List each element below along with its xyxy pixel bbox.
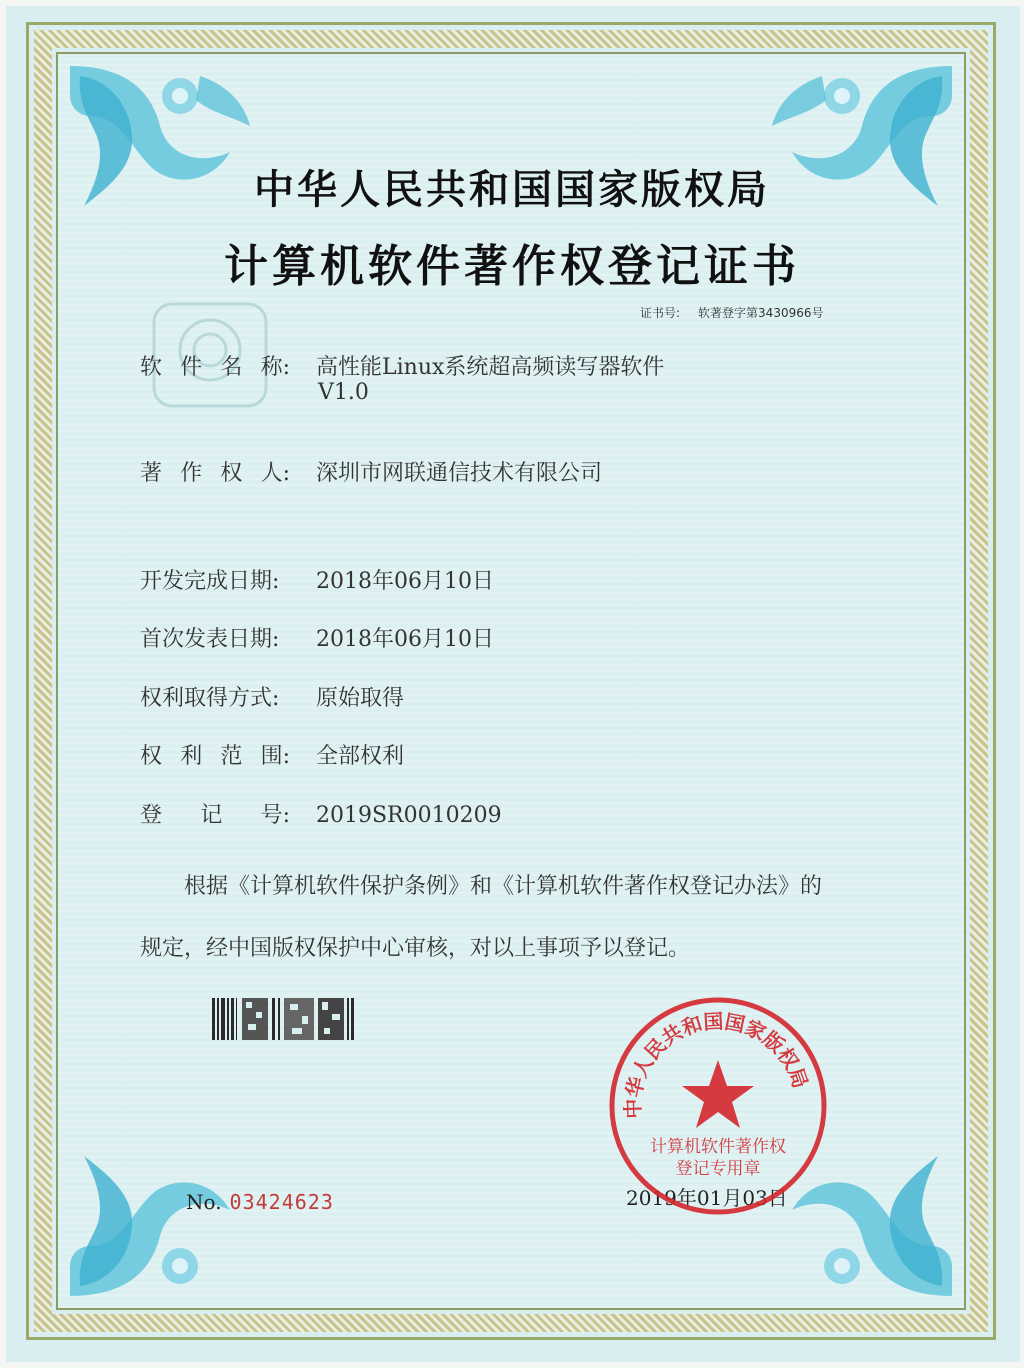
field-software-name	[140, 350, 664, 381]
field-label: 权利取得方式:	[140, 686, 280, 711]
label-char: 作	[180, 461, 203, 486]
certificate-number	[640, 304, 824, 321]
label-char: 称:	[260, 355, 290, 380]
statement-text: 根据《计算机软件保护条例》和《计算机软件著作权登记办法》的	[184, 874, 823, 899]
field-label: 首次发表日期:	[140, 627, 280, 652]
software-version-value: V1.0	[318, 380, 369, 405]
label-char: 权	[220, 461, 243, 486]
field-dev-date	[140, 564, 494, 595]
label-char: 权	[140, 744, 163, 769]
label-char: 围:	[260, 744, 290, 769]
label-char: 著	[140, 461, 163, 486]
serial-number-label: No.	[186, 1190, 222, 1214]
statement-line-2: 规定，经中国版权保护中心审核，对以上事项予以登记。	[140, 936, 691, 961]
certificate-number-label: 证书号:	[640, 306, 681, 320]
software-name-value: 高性能Linux系统超高频读写器软件	[316, 355, 665, 380]
registration-number-value: 2019SR0010209	[316, 803, 502, 828]
label-char: 软	[140, 355, 163, 380]
label-char: 利	[180, 744, 203, 769]
field-acquisition	[140, 681, 404, 712]
svg-text:登记专用章: 登记专用章	[675, 1159, 761, 1179]
svg-text:中华人民共和国国家版权局: 中华人民共和国国家版权局	[620, 1009, 813, 1120]
field-scope	[140, 739, 404, 770]
certificate-title: 计算机软件著作权登记证书	[224, 241, 800, 292]
acquisition-value: 原始取得	[316, 686, 405, 711]
statement-line-1	[140, 856, 920, 918]
label-char: 登	[140, 803, 163, 828]
field-label	[140, 798, 290, 829]
label-char: 号:	[260, 803, 290, 828]
field-label	[140, 456, 290, 487]
label-char: 范	[220, 744, 243, 769]
statement-paragraph	[140, 856, 920, 980]
serial-number-value: 03424623	[229, 1190, 334, 1214]
corner-ornament-icon	[60, 1136, 260, 1306]
label-char: 记	[200, 803, 223, 828]
publish-date-value: 2018年06月10日	[316, 627, 494, 652]
label-char: 名	[220, 355, 243, 380]
dev-date-value: 2018年06月10日	[316, 569, 494, 594]
field-label: 开发完成日期:	[140, 569, 280, 594]
scope-value: 全部权利	[316, 744, 405, 769]
field-copyright-owner	[140, 456, 602, 487]
field-label	[140, 350, 290, 381]
svg-text:计算机软件著作权: 计算机软件著作权	[650, 1137, 786, 1157]
serial-number	[186, 1190, 334, 1214]
issue-date: 2019年01月03日	[626, 1186, 788, 1210]
field-publish-date	[140, 622, 494, 653]
label-char: 人:	[260, 461, 290, 486]
field-registration-number	[140, 798, 502, 829]
certificate-number-value: 软著登字第3430966号	[698, 306, 824, 320]
official-seal-icon	[606, 994, 830, 1218]
label-char: 件	[180, 355, 203, 380]
field-label	[140, 739, 290, 770]
barcode-icon	[212, 994, 356, 1044]
copyright-owner-value: 深圳市网联通信技术有限公司	[316, 461, 603, 486]
issuer-title: 中华人民共和国国家版权局	[254, 167, 770, 213]
